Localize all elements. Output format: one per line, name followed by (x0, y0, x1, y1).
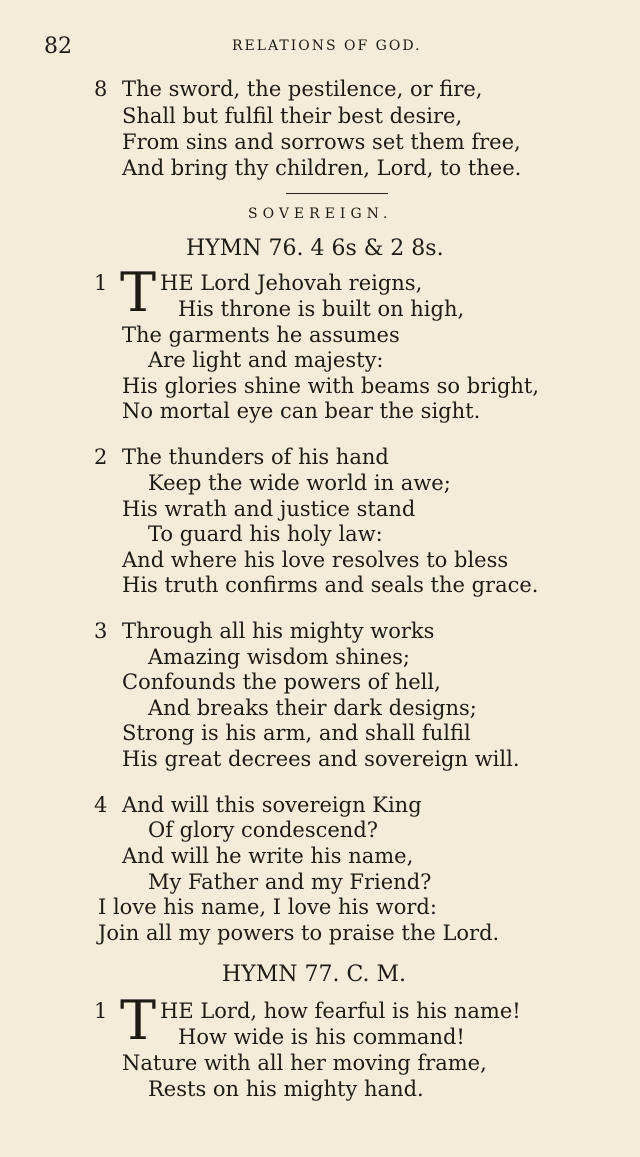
section-title: SOVEREIGN. (248, 206, 393, 222)
verse-line: Rests on his mighty hand. (148, 1077, 424, 1101)
verse-line: Are light and majesty: (148, 348, 384, 372)
page-number: 82 (44, 34, 72, 59)
verse-line: Through all his mighty works (122, 619, 435, 643)
section-divider (286, 193, 388, 194)
verse-line: Strong is his arm, and shall fulfil (122, 721, 471, 745)
verse-line: No mortal eye can bear the sight. (122, 399, 481, 423)
verse-line: And will this sovereign King (122, 793, 422, 817)
verse-number: 3 (94, 619, 108, 643)
verse-line: Nature with all her moving frame, (122, 1051, 487, 1075)
hymn-76-heading: HYMN 76. 4 6s & 2 8s. (186, 236, 444, 261)
verse-number: 4 (94, 793, 108, 817)
verse-line: Join all my powers to praise the Lord. (98, 921, 500, 945)
verse-line: And bring thy children, Lord, to thee. (122, 156, 522, 180)
verse-line: My Father and my Friend? (148, 870, 432, 894)
verse-line: And breaks their dark designs; (148, 696, 477, 720)
verse-line: And where his love resolves to bless (122, 548, 509, 572)
verse-line: His throne is built on high, (178, 297, 465, 321)
verse-line: I love his name, I love his word: (98, 895, 437, 919)
verse-line: HE Lord, how fearful is his name! (160, 999, 521, 1023)
verse-line: The garments he assumes (122, 323, 400, 347)
verse-line: Amazing wisdom shines; (148, 645, 410, 669)
verse-line: Of glory condescend? (148, 818, 379, 842)
verse-line: Shall but fulfil their best desire, (122, 104, 463, 128)
verse-line: His truth confirms and seals the grace. (122, 573, 539, 597)
verse-number: 8 (94, 77, 108, 101)
page-header (44, 34, 600, 62)
hymn-77-heading: HYMN 77. C. M. (222, 962, 407, 987)
verse-line: His great decrees and sovereign will. (122, 747, 520, 771)
drop-cap: T (120, 989, 157, 1052)
verse-line: HE Lord Jehovah reigns, (160, 271, 423, 295)
verse-line: To guard his holy law: (148, 522, 383, 546)
verse-number: 1 (94, 999, 108, 1023)
verse-line: The sword, the pestilence, or fire, (122, 77, 483, 101)
running-head: RELATIONS OF GOD. (232, 38, 422, 54)
verse-line: From sins and sorrows set them free, (122, 130, 521, 154)
verse-line: Confounds the powers of hell, (122, 670, 441, 694)
verse-line: How wide is his command! (178, 1025, 465, 1049)
verse-line: His glories shine with beams so bright, (122, 374, 540, 398)
verse-number: 1 (94, 271, 108, 295)
verse-line: His wrath and justice stand (122, 497, 416, 521)
verse-line: And will he write his name, (122, 844, 414, 868)
verse-line: Keep the wide world in awe; (148, 471, 451, 495)
verse-number: 2 (94, 445, 108, 469)
verse-line: The thunders of his hand (122, 445, 389, 469)
drop-cap: T (120, 261, 157, 324)
